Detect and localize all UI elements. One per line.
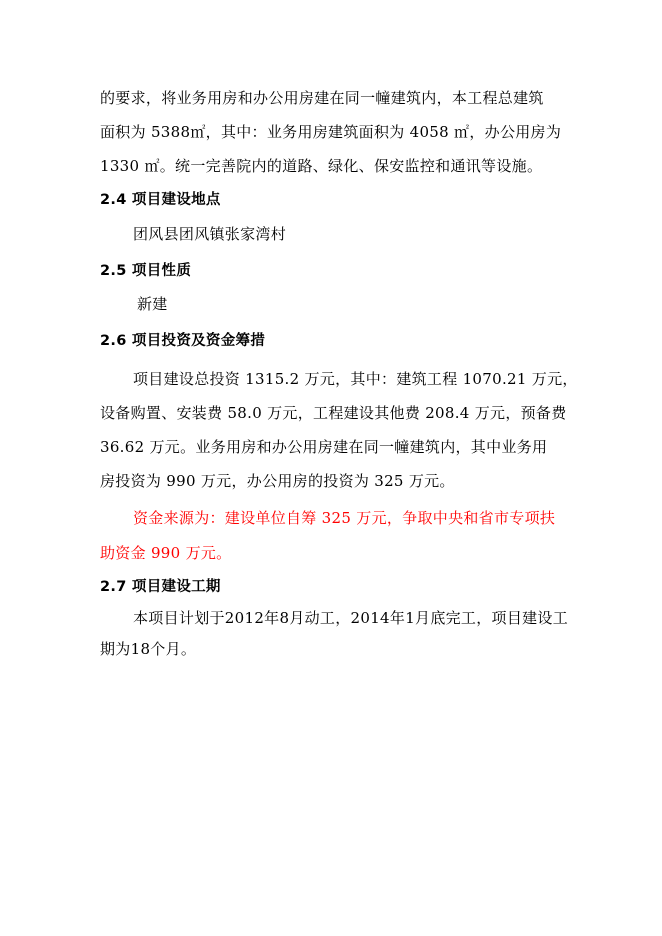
project-nature-text: 新建 [137,295,168,313]
schedule-text-line: 期为18个月。 [100,640,197,658]
investment-text-line: 项目建设总投资 1315.2 万元，其中：建筑工程 1070.21 万元， [133,370,578,388]
body-text-line: 的要求，将业务用房和办公用房建在同一幢建筑内，本工程总建筑 [100,89,544,107]
section-heading-2-7: 2.7 项目建设工期 [100,579,221,595]
funding-source-line: 资金来源为：建设单位自筹 325 万元，争取中央和省市专项扶 [133,509,556,527]
funding-source-line: 助资金 990 万元。 [100,544,232,562]
investment-text-line: 设备购置、安装费 58.0 万元，工程建设其他费 208.4 万元，预备费 [100,404,567,422]
body-text-line: 1330 ㎡。统一完善院内的道路、绿化、保安监控和通讯等设施。 [100,157,543,175]
project-location-text: 团风县团风镇张家湾村 [133,225,287,243]
body-text-line: 面积为 5388㎡，其中：业务用房建筑面积为 4058 ㎡，办公用房为 [100,123,562,141]
schedule-text-line: 本项目计划于2012年8月动工，2014年1月底完工，项目建设工 [133,609,569,627]
section-heading-2-5: 2.5 项目性质 [100,263,192,279]
investment-text-line: 36.62 万元。业务用房和办公用房建在同一幢建筑内，其中业务用 [100,438,548,456]
investment-text-line: 房投资为 990 万元，办公用房的投资为 325 万元。 [100,472,455,490]
section-heading-2-6: 2.6 项目投资及资金筹措 [100,333,266,349]
section-heading-2-4: 2.4 项目建设地点 [100,192,221,208]
